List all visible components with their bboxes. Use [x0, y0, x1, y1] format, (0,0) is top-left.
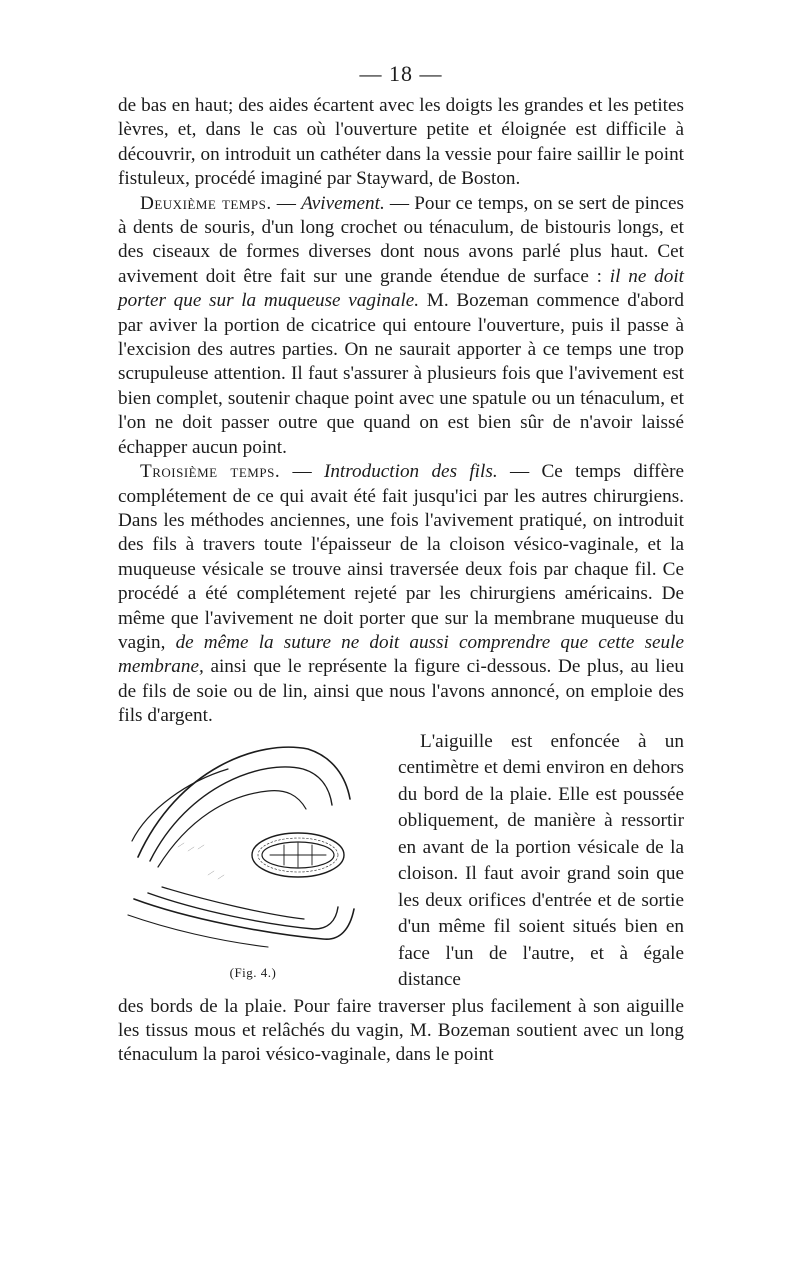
figure-caption: (Fig. 4.)	[229, 964, 277, 980]
page-number: — 18 —	[359, 61, 443, 86]
emphasis-text: de même la suture ne doit aussi comprendre que cette seule membrane,	[118, 631, 684, 678]
paragraph-text: — Pour ce temps, on se sert de pinces à dents de souris, d'un long crochet ou ténaculum, de bistouris longs, et des ciseaux de formes diverses dont nous avons parlé plus haut. Cet avivement doit être fait sur une grande étendue de surface :	[118, 192, 685, 287]
emphasis-text: il ne doit porter que sur la muqueuse vaginale.	[118, 265, 685, 312]
paragraph-continuation: des bords de la plaie. Pour faire traverser plus facilement à son aiguille les tissus mous et relâchés du vagin, M. Bozeman soutient avec un long ténaculum la paroi vésico-vaginale, dans le point	[118, 995, 684, 1066]
figure-block	[118, 729, 684, 997]
section-title: Avivement.	[301, 192, 385, 214]
paragraph-aiguille: L'aiguille est enfoncée à un centimètre et demi environ en dehors du bord de la plaie. Elle est poussée obliquement, de manière à ressortir en avant de la portion vésicale de la cloison. Il faut avoir grand soin que les deux orifices d'entrée et de sortie d'un même fil soient situés bien en face l'un de l'autre, et à égale distance	[398, 730, 684, 991]
page	[118, 54, 684, 1068]
paragraph-deuxieme-temps	[118, 192, 684, 460]
paragraph-text: ainsi que le représente la figure ci-dessous. De plus, au lieu de fils de soie ou de lin, ainsi que nous l'avons annoncé, on emploie des fils d'argent.	[118, 656, 684, 727]
paragraph-text: — Ce temps diffère complétement de ce qui avait été fait jusqu'ici par les autres chirurgiens. Dans les méthodes anciennes, une fois l'avivement pratiqué, on introduit des fils à travers toute l'épaisseur de la cloison vésico-vaginale, et la muqueuse vésicale se trouve ainsi traversée deux fois par chaque fil. Ce procédé a été complétement rejeté par les chirurgiens américains. De même que l'avivement ne doit porter que sur la membrane muqueuse du vagin,	[118, 461, 684, 653]
section-label: Troisième temps.	[140, 461, 281, 483]
paragraph-troisieme-temps	[118, 460, 684, 728]
section-label: Deuxième temps.	[140, 192, 272, 214]
figure-4	[118, 729, 388, 997]
paragraph-text: M. Bozeman commence d'abord par aviver la portion de cicatrice qui entoure l'ouverture, puis il passe à l'excision des autres parties. On ne saurait apporter à ce temps une trop scrupuleuse attention. Il faut s'assurer à plusieurs fois que l'avivement est bien complet, soutenir chaque point avec une spatule ou un ténaculum, et l'on ne doit passer outre que quand on est bien sûr de n'avoir laissé échapper aucun point.	[118, 290, 684, 458]
paragraph-intro: de bas en haut; des aides écartent avec les doigts les grandes et les petites lèvres, et, dans le cas où l'ouverture petite et éloignée est difficile à découvrir, on introduit un cathéter dans la vessie pour faire saillir le point fistuleux, procédé imaginé par Stayward, de Boston.	[118, 95, 684, 190]
figure-side-text	[398, 729, 684, 994]
dash: —	[271, 192, 302, 214]
section-title: Introduction des fils.	[323, 461, 498, 483]
dash: —	[280, 461, 324, 483]
suture-diagram-icon	[118, 729, 388, 969]
